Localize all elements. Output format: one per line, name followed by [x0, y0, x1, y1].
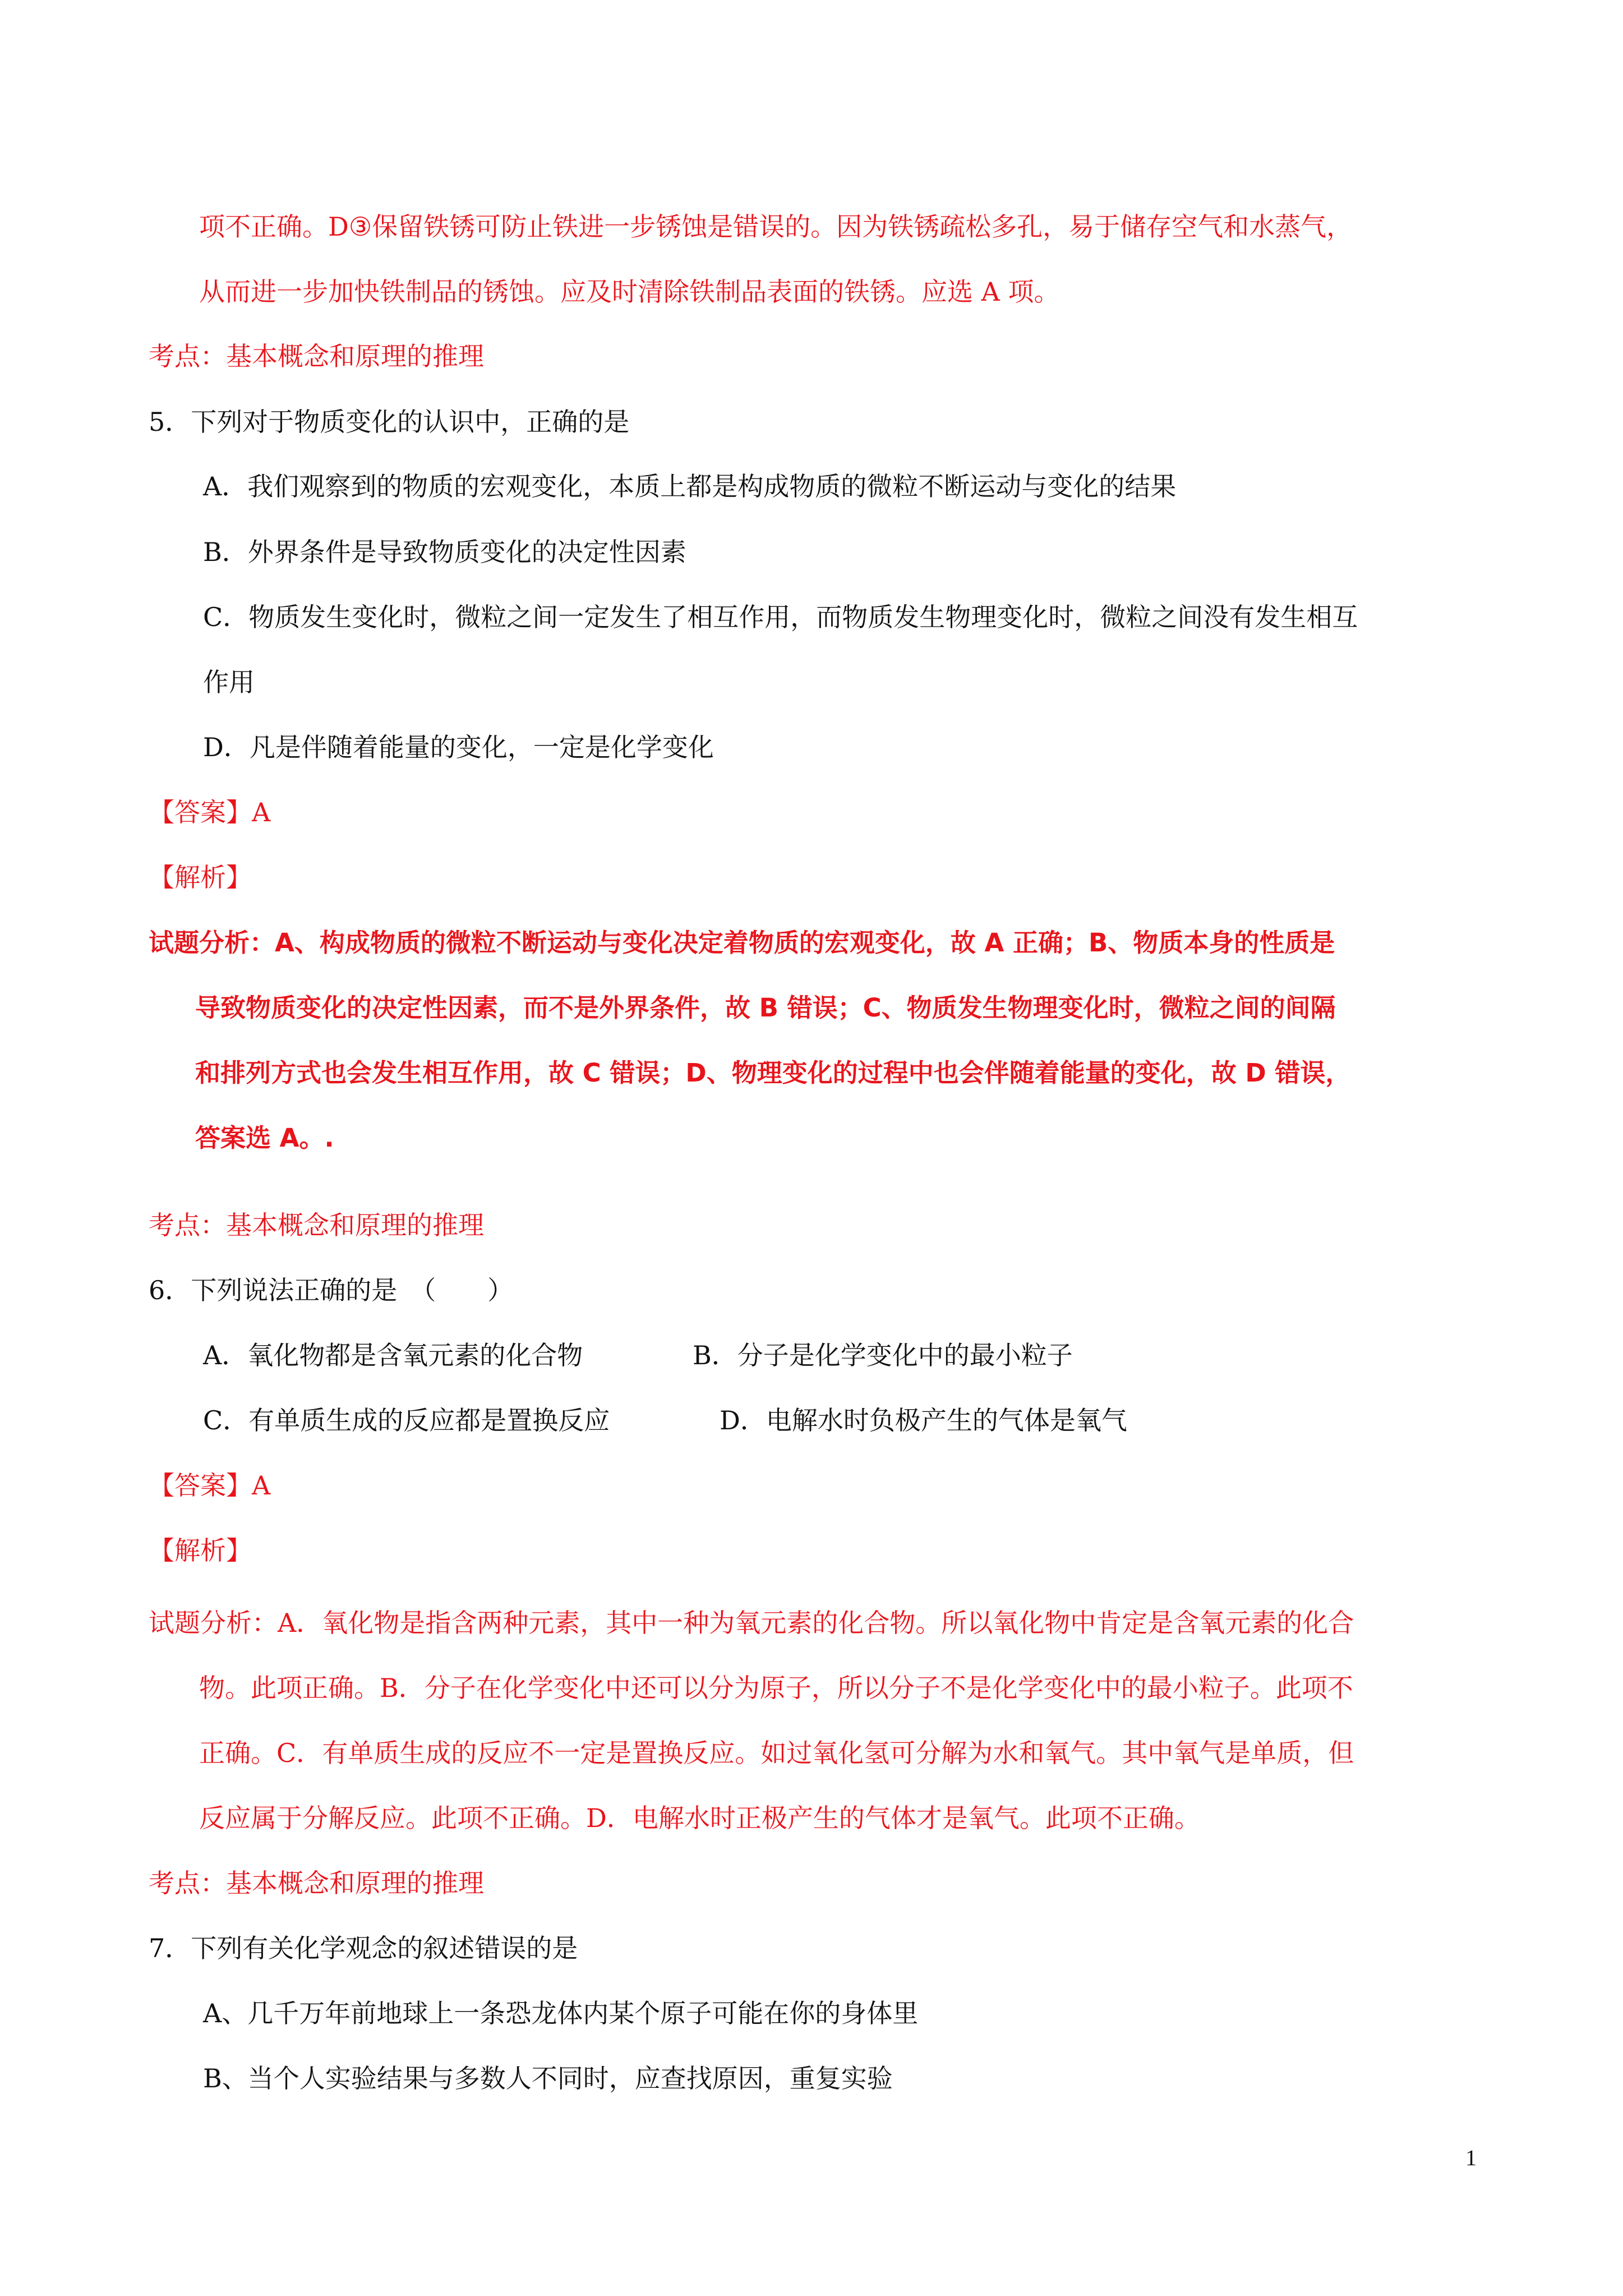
q5-analysis-line-3: 和排列方式也会发生相互作用，故 C 错误；D、物理变化的过程中也会伴随着能量的变化，故 D 错误，: [195, 1058, 1351, 1088]
q6-analysis-line-4: 反应属于分解反应。此项不正确。D．电解水时正极产生的气体才是氧气。此项不正确。: [199, 1803, 1200, 1833]
q5-option-d: D．凡是伴随着能量的变化，一定是化学变化: [203, 732, 714, 762]
q5-option-a: A．我们观察到的物质的宏观变化，本质上都是构成物质的微粒不断运动与变化的结果: [203, 471, 1177, 501]
q6-analysis-line-3: 正确。C．有单质生成的反应不一定是置换反应。如过氧化氢可分解为水和氧气。其中氧气是单质，但: [199, 1738, 1354, 1768]
q6-option-a: A．氧化物都是含氧元素的化合物: [203, 1340, 583, 1370]
q5-option-b: B．外界条件是导致物质变化的决定性因素: [203, 537, 686, 567]
q5-stem: 5．下列对于物质变化的认识中，正确的是: [149, 407, 630, 437]
q6-answer-value: A: [252, 1470, 271, 1501]
q6-analysis-line-1: 试题分析：A．氧化物是指含两种元素，其中一种为氧元素的化合物。所以氧化物中肯定是含氧元素的化合: [149, 1608, 1354, 1638]
q6-analysis-label: 【解析】: [149, 1535, 252, 1566]
prev-kaodian: 考点：基本概念和原理的推理: [149, 341, 484, 371]
q5-option-c-line-1: C．物质发生变化时，微粒之间一定发生了相互作用，而物质发生物理变化时，微粒之间没有发生相互: [203, 602, 1358, 632]
page-number: 1: [1465, 2145, 1477, 2170]
q5-answer: [149, 795, 270, 829]
q5-option-c-line-2: 作用: [203, 667, 255, 697]
prev-analysis-line-1: 项不正确。D③保留铁锈可防止铁进一步锈蚀是错误的。因为铁锈疏松多孔，易于储存空气和水蒸气，: [199, 211, 1353, 242]
q5-analysis-line-4: 答案选 A。.: [195, 1123, 334, 1153]
q6-answer-label: 【答案】: [149, 1470, 252, 1501]
q6-answer: [149, 1469, 270, 1502]
q5-analysis-label: 【解析】: [149, 862, 252, 892]
q6-stem: 6．下列说法正确的是 （ ）: [149, 1275, 514, 1305]
prev-analysis-line-2: 从而进一步加快铁制品的锈蚀。应及时清除铁制品表面的铁锈。应选 A 项。: [199, 277, 1060, 307]
q7-option-a: A、几千万年前地球上一条恐龙体内某个原子可能在你的身体里: [203, 1998, 919, 2028]
q6-analysis-line-2: 物。此项正确。B．分子在化学变化中还可以分为原子，所以分子不是化学变化中的最小粒子。此项不: [199, 1673, 1353, 1703]
q5-analysis-line-1: 试题分析：A、构成物质的微粒不断运动与变化决定着物质的宏观变化，故 A 正确；B、物质本身的性质是: [149, 928, 1335, 958]
q5-analysis-line-2: 导致物质变化的决定性因素，而不是外界条件，故 B 错误；C、物质发生物理变化时，微粒之间的间隔: [195, 993, 1336, 1023]
q5-answer-value: A: [252, 797, 271, 827]
q6-option-c: C．有单质生成的反应都是置换反应: [203, 1405, 610, 1435]
q5-answer-label: 【答案】: [149, 797, 252, 827]
q7-option-b: B、当个人实验结果与多数人不同时，应查找原因，重复实验: [203, 2063, 893, 2093]
q6-option-b: B．分子是化学变化中的最小粒子: [693, 1340, 1073, 1370]
q6-option-d: D．电解水时负极产生的气体是氧气: [720, 1405, 1127, 1435]
q5-kaodian: 考点：基本概念和原理的推理: [149, 1210, 484, 1240]
q6-kaodian: 考点：基本概念和原理的推理: [149, 1868, 484, 1898]
q7-stem: 7．下列有关化学观念的叙述错误的是: [149, 1933, 578, 1963]
